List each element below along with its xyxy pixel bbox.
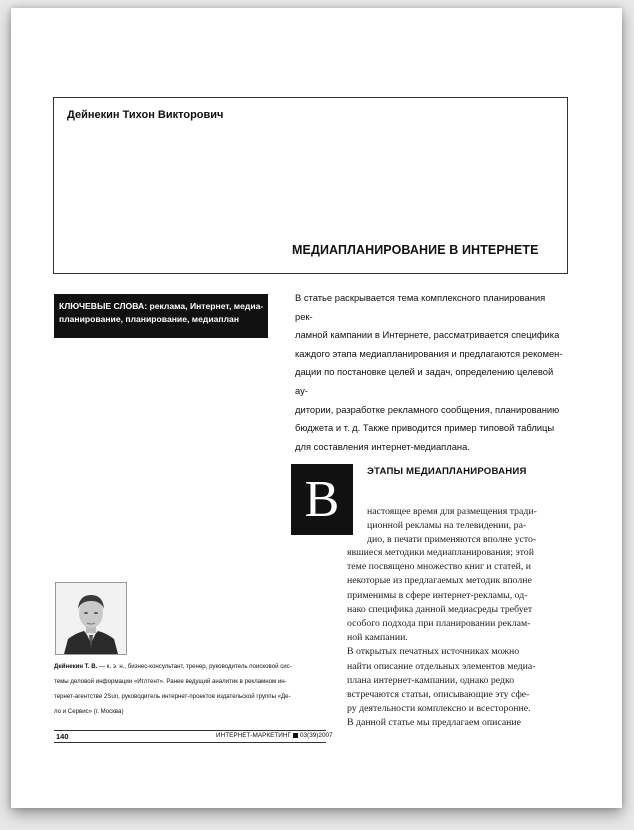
author-bio-name: Дейнекин Т. В. [54, 663, 98, 670]
journal-name: ИНТЕРНЕТ-МАРКЕТИНГ [216, 732, 291, 739]
section-heading: ЭТАПЫ МЕДИАПЛАНИРОВАНИЯ [367, 466, 527, 477]
drop-cap: В [291, 464, 353, 535]
article-title: МЕДИАПЛАНИРОВАНИЕ В ИНТЕРНЕТЕ [292, 243, 539, 257]
author-photo [55, 582, 127, 655]
author-portrait-icon [56, 583, 126, 654]
author-bio-text: — к. э. н., бизнес-консультант, тренер, руководитель поисковой сис- темы деловой информации «Иглтент». Ранее ведущий аналитик в рекламном ин- тернет-агентстве 2Sun, руководитель интернет-проектов издательской группы «Де- ло и Сервис» (г. Москва) [54, 663, 292, 715]
journal-info [216, 732, 333, 739]
author-name: Дейнекин Тихон Викторович [67, 109, 224, 121]
page-number: 140 [56, 732, 69, 741]
section-body-text: явшиеся методики медиапланирования; этой теме посвящено множество книг и статей, и некоторые из предлагаемых методик вполне применимы в сфере интернет-рекламы, од- нако специфика данной медиасреды требует особого подхода при планировании реклам- ной кампании. В открытых печатных источниках можно найти описание отдельных элементов медиа- плана интернет-кампании, однако редко встречаются статьи, описывающие эту сфе- ру деятельности комплексно и всесторонне. В данной статье мы предлагаем описание [347, 547, 536, 729]
author-bio [54, 659, 336, 719]
keywords-box: КЛЮЧЕВЫЕ СЛОВА: реклама, Интернет, медиа- планирование, планирование, медиаплан [54, 294, 268, 338]
abstract-text: В статье раскрывается тема комплексного планирования рек- ламной кампании в Интернете, рассматривается специфика каждого этапа медиапланирования и предлагаются рекомен- дации по постановке целей и задач, определению целевой ау- дитории, разработке рекламного сообщения, планированию бюджета и т. д. Также приводится пример типовой таблицы для составления интернет-медиаплана. [295, 292, 563, 452]
square-bullet-icon [293, 733, 298, 738]
section-lead-text: настоящее время для размещения тради- ционной рекламы на телевидении, ра- дио, в печати применяются вполне усто- [367, 506, 537, 546]
article-page [11, 8, 622, 808]
issue-number: 03(39)2007 [299, 732, 333, 739]
